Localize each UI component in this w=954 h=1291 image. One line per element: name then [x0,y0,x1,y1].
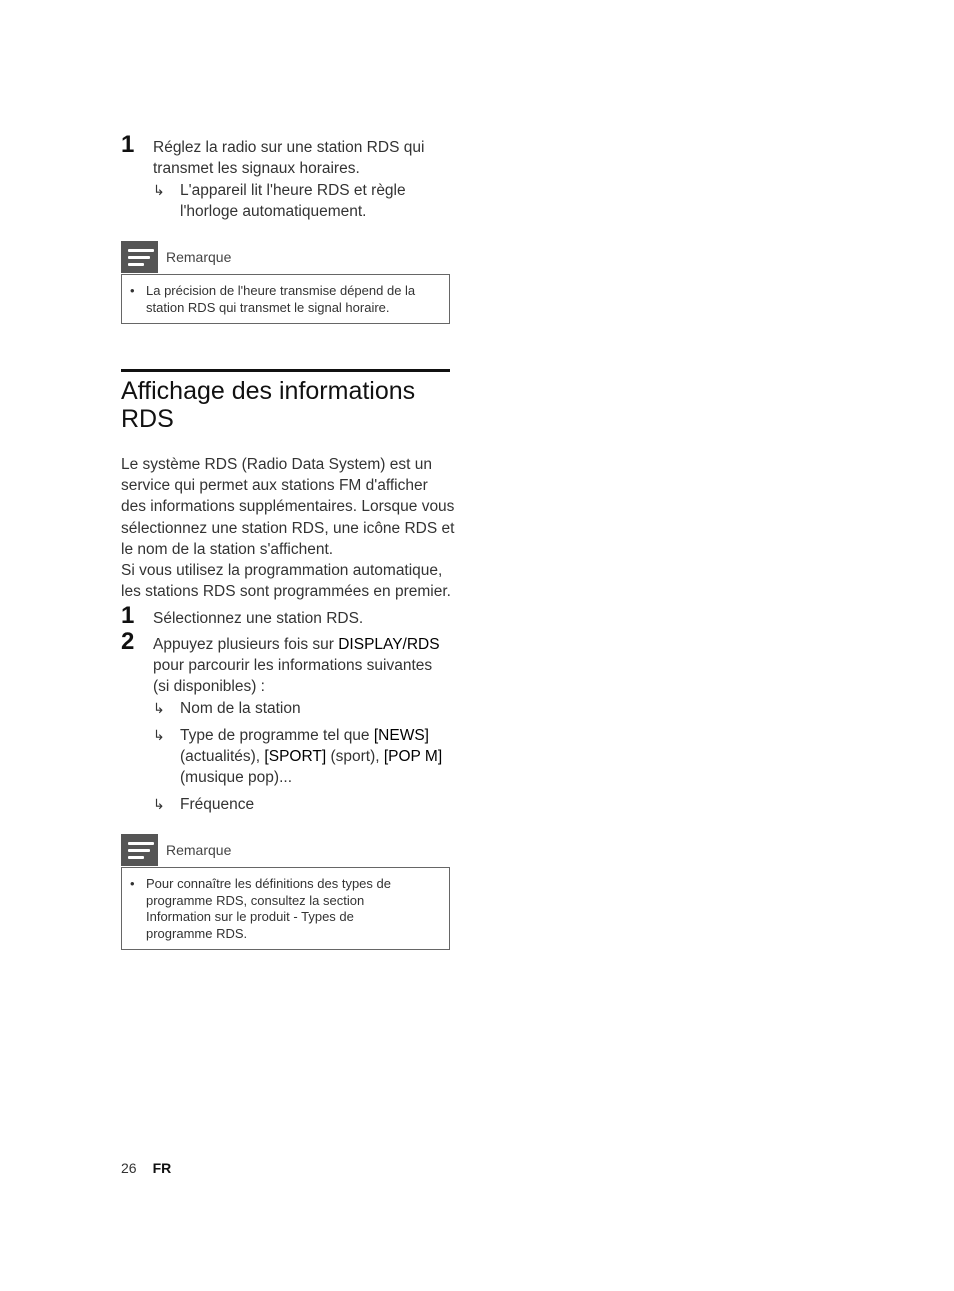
page-footer [121,1160,171,1176]
language-code: FR [152,1160,172,1176]
arrow-icon: ↳ [153,700,165,716]
result-frequency: Fréquence [180,796,255,813]
step-result [153,725,451,788]
note-header [121,834,451,866]
note-icon [121,834,158,866]
note-icon [121,241,158,273]
page-number: 26 [121,1160,137,1176]
note-header [121,241,451,273]
sport-key: [SPORT] [264,748,327,765]
bullet: • [130,876,135,891]
step-number: 2 [121,628,135,655]
step-text: Réglez la radio sur une station RDS qui transmet les signaux horaires. [153,139,425,177]
result-program-type [180,725,451,788]
step-number: 1 [121,602,135,629]
step-text: Sélectionnez une station RDS. [153,610,364,627]
intro-paragraph-2: Si vous utilisez la programmation automatique, les stations RDS sont programmées en premier. [121,562,451,601]
step-result [153,698,451,719]
arrow-icon: ↳ [153,727,165,743]
step-text-post: pour parcourir les informations suivantes (si disponibles) : [153,657,433,695]
note-item [122,275,449,323]
step-result [153,180,451,222]
arrow-icon: ↳ [153,182,165,198]
note-item [122,868,449,949]
section-intro [121,454,455,602]
note-box [121,274,450,324]
note-label: Remarque [166,842,232,858]
step-2 [121,628,451,815]
note-text: Pour connaître les définitions des types de programme RDS, consultez la section Information sur le produit - Types de programme RDS. [146,876,391,941]
arrow-icon: ↳ [153,796,165,812]
section-title: Affichage des informations RDS [121,377,416,433]
step-number: 1 [121,131,135,158]
step-result-text: L'appareil lit l'heure RDS et règle l'horloge automatiquement. [180,182,406,220]
note-label: Remarque [166,249,232,265]
display-rds-key: DISPLAY/RDS [338,636,440,653]
intro-paragraph: Le système RDS (Radio Data System) est un service qui permet aux stations FM d'afficher des informations supplémentaires. Lorsque vous sélectionnez une station RDS, une icône RDS et le nom de la station s'affichent. [121,456,455,558]
result-station-name: Nom de la station [180,700,301,717]
program-type-post: (musique pop)... [180,769,292,786]
step-1 [121,602,451,629]
step-1-top [121,131,451,222]
note-text: La précision de l'heure transmise dépend de la station RDS qui transmet le signal horaire. [146,283,416,315]
pop-key: [POP M] [383,748,443,765]
step-text [153,634,448,697]
note-box [121,867,450,950]
program-type-mid: (sport), [326,748,384,765]
step-text-pre: Appuyez plusieurs fois sur [153,636,339,653]
news-key: [NEWS] [373,727,429,744]
program-type-pre: Type de programme tel que [180,727,374,744]
step-result [153,794,451,815]
heading-rule [121,369,450,372]
program-type-mid: (actualités), [180,748,265,765]
bullet: • [130,283,135,298]
